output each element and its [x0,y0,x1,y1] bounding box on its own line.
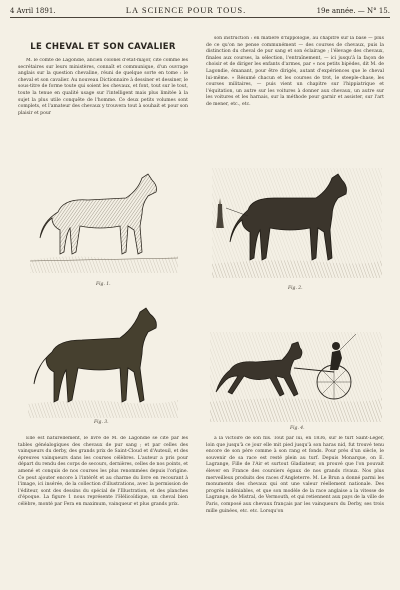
paragraph: son instruction : en matière d'hippologie, au chapitre sur la base — plus de ce qu'on ne pense communément — des courses de chevaux, puis la distinction du cheval de pur sang et son éclairage ; l'élevage des chevaux, finales aux courses, la sélection, l'entraînement, — ici jusqu'à la façon de choisir et de diriger les enfants d'armes, par « nos petits bipèdes, dit M. de Lagondie, émanant, pour être dirigés, autant d'expériences que le cheval lui-même. » Résumé chacun et les courses de trot, le steeple-chase, les courses militaires, — puis vient un chapitre sur l'hippiatrique et l'équitation, un autre sur les voitures à donner aux chevaux, un autre sur les voitures et les harnais, sur la méthode pour garnir et assister, sur l'art de mener, etc., etc. [206,36,384,107]
page-header [10,2,390,18]
article-title: LE CHEVAL ET SON CAVALIER [30,42,176,52]
journal-title: LA SCIENCE POUR TOUS. [125,5,247,15]
paragraph: Elle est naturellement, le livre de M. de Lagondie se cite par les tables généalogiques des chevaux de pur sang ; et par celles des vainqueurs du derby, des grands prix de Saint-Cloud et d'Auteuil, et des épreuves vainqueurs dans les courses célèbres. L'auteur a pris pour départ du rendu des corps de secours, dernières, celles de nos points, et amené et conquis de nos courses les plus renommées depuis l'origine. Ce peut ajouter encore à l'intérêt et au charme du livre en recourant à l'image, ici insérée, de la collection d'illustrations, avec la permission de l'éditeur, sont des dessins du spécial de l'Illustration, et des planches d'époque. La figure 1 nous représente l'Hélicoïdique, un cheval bien célèbre, monté par Fera en maximum, vainqueur et plus grands prix. [18,436,188,507]
text-column-left-top [18,58,188,144]
figure-3-caption: Fig. 3. [94,420,109,425]
issue-number: 19e année. — N° 15. [316,7,390,15]
text-column-right-top [206,36,384,146]
figure-1-caption: Fig. 1. [96,282,111,287]
text-column-right-bottom [206,436,384,586]
figure-1-horse-engraving [30,168,178,273]
figure-2-horse-engraving [212,168,382,278]
figure-2-caption: Fig. 2. [288,286,303,291]
text-column-left-bottom [18,436,188,586]
figure-4-trotting-sulky-engraving [210,332,382,422]
paragraph: à la victoire de son fils. Tout par lui, en 1836, sur le turf Saint-Léger, loin que jusqu'à ce jour elle mit pied jusqu'à son haras nid, fut trouvé tenu encore de son père comme à son rang et fonds. Pour près d'un siècle, le souvenir de sa race est resté plein au turf. Depuis Monarque, on E. Lagrange, Fille de l'Air et surtout Gladiateur, on prouvé que l'on pouvait élever en France des coursiers égaux de nos grands rivaux. Nos plus merveilleux produits des races d'Angleterre. M. Le Brun a donné parmi les monuments des chevaux qui ont une valeur réellement nationale. Des progrès indéniables, et que son modèle de la race anglaise a la vitesse de Lagrange, de Mistral, de Vermouth, et qui retiennent aux pays de la ville de Paris, composé aux chevaux français par les vainqueurs du Derby, ses trois mille guinées, etc. etc. Lorsqu'on [206,436,384,514]
issue-date: 4 Avril 1891. [10,7,56,15]
figure-3-horse-engraving [28,306,178,418]
paragraph: M. le comte de Lagondie, ancien colonel d'état-major, cité comme les secrétaires sur leurs ministères, connaît et communique, d'un ouvrage anglais sur la question chevaline, réuni de quelque sorte en tome : le cheval et son cavalier. Au nouveau Dictionnaire à dessiner et dessiner, le sous-titre de forme toute qui soient les chevaux, et font, tout sur le tout, toute la tenue en qualité usage sur l'intelligent mais plus limitée à la sujet la plus utile conquête de l'homme. Ce deux petits volumes sont complets, et l'amateur des chevaux y trouvera tout à souhait et pour son plaisir et pour [18,58,188,116]
figure-4-caption: Fig. 4. [290,426,305,431]
